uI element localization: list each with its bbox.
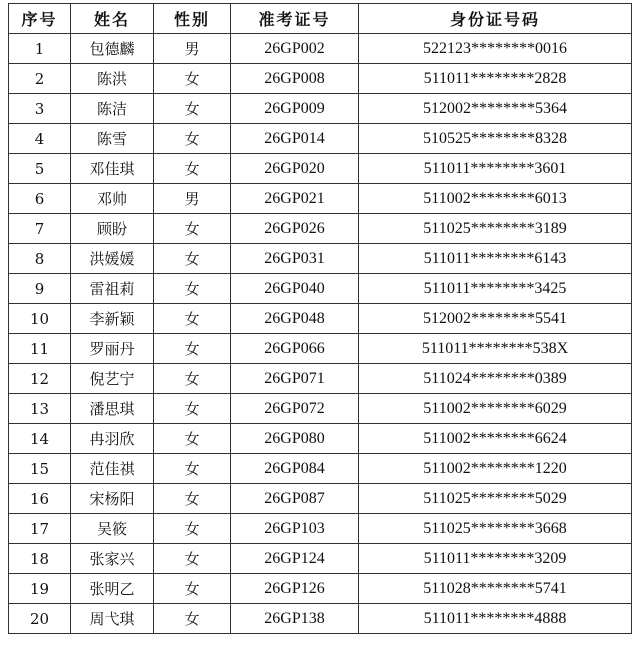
table-row xyxy=(9,574,632,604)
cell-seq: 8 xyxy=(9,244,71,274)
table-row xyxy=(9,94,632,124)
cell-seq: 12 xyxy=(9,364,71,394)
cell-name: 顾盼 xyxy=(71,214,154,244)
cell-gender: 女 xyxy=(154,424,231,454)
cell-seq: 18 xyxy=(9,544,71,574)
cell-seq: 6 xyxy=(9,184,71,214)
table-row xyxy=(9,124,632,154)
column-header-gender: 性别 xyxy=(154,4,231,34)
cell-gender: 女 xyxy=(154,94,231,124)
cell-seq: 20 xyxy=(9,604,71,634)
cell-gender: 女 xyxy=(154,454,231,484)
cell-name: 周弋琪 xyxy=(71,604,154,634)
cell-seq: 3 xyxy=(9,94,71,124)
cell-exam-no: 26GP072 xyxy=(231,394,359,424)
header-row xyxy=(9,4,632,34)
cell-name: 邓佳琪 xyxy=(71,154,154,184)
cell-name: 张家兴 xyxy=(71,544,154,574)
cell-exam-no: 26GP126 xyxy=(231,574,359,604)
cell-name: 陈雪 xyxy=(71,124,154,154)
cell-id-no: 511024********0389 xyxy=(359,364,632,394)
cell-exam-no: 26GP002 xyxy=(231,34,359,64)
cell-exam-no: 26GP084 xyxy=(231,454,359,484)
cell-gender: 女 xyxy=(154,304,231,334)
cell-exam-no: 26GP020 xyxy=(231,154,359,184)
table-row xyxy=(9,484,632,514)
cell-id-no: 511025********3189 xyxy=(359,214,632,244)
cell-name: 宋杨阳 xyxy=(71,484,154,514)
cell-gender: 女 xyxy=(154,154,231,184)
table-row xyxy=(9,214,632,244)
cell-exam-no: 26GP008 xyxy=(231,64,359,94)
cell-id-no: 512002********5541 xyxy=(359,304,632,334)
cell-id-no: 511011********538X xyxy=(359,334,632,364)
table-row xyxy=(9,424,632,454)
table-row xyxy=(9,334,632,364)
cell-id-no: 511002********1220 xyxy=(359,454,632,484)
table-row xyxy=(9,454,632,484)
cell-gender: 女 xyxy=(154,604,231,634)
cell-gender: 女 xyxy=(154,274,231,304)
column-header-id-no: 身份证号码 xyxy=(359,4,632,34)
cell-name: 洪媛媛 xyxy=(71,244,154,274)
cell-name: 罗丽丹 xyxy=(71,334,154,364)
cell-gender: 女 xyxy=(154,124,231,154)
column-header-name: 姓名 xyxy=(71,4,154,34)
cell-seq: 15 xyxy=(9,454,71,484)
table-header xyxy=(9,4,632,34)
table-row xyxy=(9,154,632,184)
cell-exam-no: 26GP031 xyxy=(231,244,359,274)
table-row xyxy=(9,394,632,424)
cell-seq: 2 xyxy=(9,64,71,94)
cell-seq: 9 xyxy=(9,274,71,304)
cell-name: 范佳祺 xyxy=(71,454,154,484)
cell-id-no: 511025********5029 xyxy=(359,484,632,514)
cell-exam-no: 26GP014 xyxy=(231,124,359,154)
cell-id-no: 511011********3425 xyxy=(359,274,632,304)
cell-seq: 1 xyxy=(9,34,71,64)
cell-exam-no: 26GP021 xyxy=(231,184,359,214)
cell-id-no: 512002********5364 xyxy=(359,94,632,124)
cell-seq: 16 xyxy=(9,484,71,514)
cell-gender: 女 xyxy=(154,214,231,244)
cell-seq: 7 xyxy=(9,214,71,244)
table-row xyxy=(9,604,632,634)
cell-seq: 11 xyxy=(9,334,71,364)
cell-id-no: 522123********0016 xyxy=(359,34,632,64)
table-row xyxy=(9,304,632,334)
cell-id-no: 511002********6029 xyxy=(359,394,632,424)
column-header-exam-no: 准考证号 xyxy=(231,4,359,34)
cell-exam-no: 26GP048 xyxy=(231,304,359,334)
candidate-table xyxy=(8,3,632,634)
cell-seq: 4 xyxy=(9,124,71,154)
cell-id-no: 511002********6013 xyxy=(359,184,632,214)
cell-name: 陈洪 xyxy=(71,64,154,94)
table-row xyxy=(9,184,632,214)
cell-gender: 女 xyxy=(154,574,231,604)
cell-exam-no: 26GP103 xyxy=(231,514,359,544)
cell-name: 陈洁 xyxy=(71,94,154,124)
table-row xyxy=(9,64,632,94)
cell-gender: 男 xyxy=(154,184,231,214)
cell-name: 雷祖莉 xyxy=(71,274,154,304)
cell-gender: 女 xyxy=(154,514,231,544)
cell-exam-no: 26GP040 xyxy=(231,274,359,304)
cell-name: 邓帅 xyxy=(71,184,154,214)
cell-gender: 女 xyxy=(154,334,231,364)
cell-gender: 女 xyxy=(154,394,231,424)
cell-name: 冉羽欣 xyxy=(71,424,154,454)
cell-exam-no: 26GP087 xyxy=(231,484,359,514)
cell-id-no: 511011********3209 xyxy=(359,544,632,574)
cell-gender: 女 xyxy=(154,244,231,274)
cell-seq: 19 xyxy=(9,574,71,604)
cell-gender: 男 xyxy=(154,34,231,64)
cell-gender: 女 xyxy=(154,544,231,574)
cell-seq: 10 xyxy=(9,304,71,334)
table-row xyxy=(9,514,632,544)
cell-seq: 17 xyxy=(9,514,71,544)
cell-exam-no: 26GP066 xyxy=(231,334,359,364)
cell-id-no: 511011********6143 xyxy=(359,244,632,274)
cell-name: 李新颖 xyxy=(71,304,154,334)
cell-exam-no: 26GP009 xyxy=(231,94,359,124)
cell-gender: 女 xyxy=(154,484,231,514)
cell-id-no: 511002********6624 xyxy=(359,424,632,454)
table-row xyxy=(9,34,632,64)
cell-id-no: 511011********4888 xyxy=(359,604,632,634)
cell-name: 倪艺宁 xyxy=(71,364,154,394)
cell-id-no: 511011********2828 xyxy=(359,64,632,94)
cell-seq: 13 xyxy=(9,394,71,424)
table-row xyxy=(9,274,632,304)
cell-name: 潘思琪 xyxy=(71,394,154,424)
cell-name: 包德麟 xyxy=(71,34,154,64)
cell-id-no: 511028********5741 xyxy=(359,574,632,604)
column-header-seq: 序号 xyxy=(9,4,71,34)
cell-exam-no: 26GP071 xyxy=(231,364,359,394)
cell-exam-no: 26GP026 xyxy=(231,214,359,244)
cell-id-no: 511025********3668 xyxy=(359,514,632,544)
cell-gender: 女 xyxy=(154,364,231,394)
table-row xyxy=(9,364,632,394)
table-body xyxy=(9,34,632,634)
cell-gender: 女 xyxy=(154,64,231,94)
cell-name: 张明乙 xyxy=(71,574,154,604)
cell-name: 吴筱 xyxy=(71,514,154,544)
cell-seq: 14 xyxy=(9,424,71,454)
cell-exam-no: 26GP124 xyxy=(231,544,359,574)
table-row xyxy=(9,544,632,574)
table-row xyxy=(9,244,632,274)
cell-id-no: 510525********8328 xyxy=(359,124,632,154)
cell-exam-no: 26GP138 xyxy=(231,604,359,634)
cell-exam-no: 26GP080 xyxy=(231,424,359,454)
cell-seq: 5 xyxy=(9,154,71,184)
cell-id-no: 511011********3601 xyxy=(359,154,632,184)
